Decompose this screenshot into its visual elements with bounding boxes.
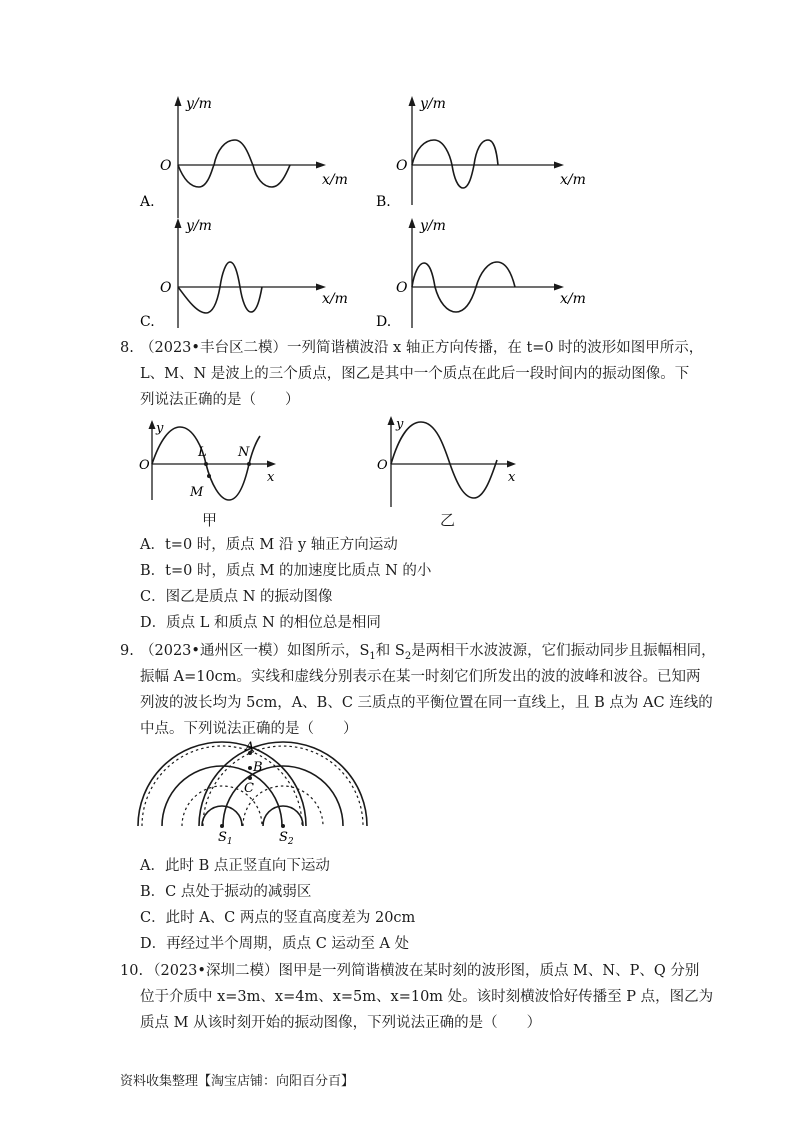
q8-option-c: C．图乙是质点 N 的振动图像 [140, 589, 333, 605]
point-b-dot [248, 766, 252, 770]
x-axis-arrow [267, 461, 276, 468]
source-s2-dot [281, 824, 285, 828]
q9-option-d: D．再经过半个周期，质点 C 运动至 A 处 [140, 936, 410, 952]
point-n [247, 462, 251, 466]
point-l [204, 462, 208, 466]
y-axis-arrow [175, 218, 182, 228]
origin-label: O [160, 158, 172, 174]
x-axis-arrow [554, 284, 564, 291]
q7-option-b-label: B. [376, 194, 391, 210]
q9-stem-line-4: 中点。下列说法正确的是（ ） [140, 721, 358, 737]
y-axis-label: y/m [186, 218, 212, 234]
y-axis-label: y/m [186, 96, 212, 112]
label-b: B [253, 760, 263, 775]
origin-label: O [396, 280, 408, 296]
y-axis-label: y/m [420, 96, 446, 112]
x-axis-arrow [507, 461, 516, 468]
x-axis-arrow [316, 284, 326, 291]
q9-interference-figure [0, 740, 800, 850]
y-axis-arrow [175, 96, 182, 106]
origin-label: O [377, 458, 388, 473]
q8-stem-line-2: L、M、N 是波上的三个质点，图乙是其中一个质点在此后一段时间内的振动图像。下 [140, 366, 690, 382]
q7-option-c-label: C. [140, 314, 155, 330]
q8-stem-line-3: 列说法正确的是（ ） [140, 392, 300, 408]
origin-label: O [396, 158, 408, 174]
q8-caption-jia: 甲 [202, 511, 218, 529]
label-a: A [245, 740, 255, 755]
origin-label: O [139, 458, 150, 473]
q9-number: 9. [120, 643, 134, 659]
q8-option-a: A．t=0 时，质点 M 沿 y 轴正方向运动 [140, 537, 398, 553]
y-axis-label: y [396, 417, 404, 432]
q9-option-b: B．C 点处于振动的减弱区 [140, 884, 312, 900]
q8-number: 8. [120, 340, 134, 356]
q7-option-a-label: A. [140, 194, 155, 210]
label-c: C [244, 781, 254, 796]
source-s2-waves [199, 742, 367, 826]
label-m: M [190, 485, 204, 500]
q9-option-a: A．此时 B 点正竖直向下运动 [140, 858, 330, 874]
x-axis-label: x [267, 470, 275, 485]
q7-option-d-label: D. [376, 314, 392, 330]
y-axis-label: y/m [420, 218, 446, 234]
q8-stem-line-1: （2023•丰台区二模）一列简谐横波沿 x 轴正方向传播，在 t=0 时的波形如图甲所示， [140, 340, 704, 356]
origin-label: O [160, 280, 172, 296]
q8-caption-yi: 乙 [440, 511, 456, 529]
x-axis-label: x [508, 470, 516, 485]
y-axis-arrow [409, 218, 416, 228]
y-axis-arrow [149, 420, 156, 429]
q7-option-graphs [0, 0, 800, 340]
y-axis-arrow [388, 416, 395, 425]
source-s1-dot [220, 824, 224, 828]
q10-number: 10. [120, 963, 144, 979]
q7-graph-b [376, 96, 586, 210]
q8-figures [0, 412, 800, 542]
vibration-curve [391, 422, 497, 498]
label-s2: $S_2$ [279, 830, 294, 847]
label-n: N [238, 445, 250, 460]
q8-option-d: D．质点 L 和质点 N 的相位总是相同 [140, 615, 381, 631]
crest-circle [202, 806, 242, 826]
x-axis-label: x/m [322, 291, 348, 307]
q8-figure-jia [139, 420, 276, 500]
q7-graph-c [140, 218, 348, 330]
q10-stem-line-3: 质点 M 从该时刻开始的振动图像，下列说法正确的是（ ） [140, 1015, 542, 1031]
source-s1-waves [138, 742, 306, 826]
label-l: L [198, 445, 207, 460]
page-footer: 资料收集整理【淘宝店铺：向阳百分百】 [120, 1074, 355, 1089]
q9-stem-line-3: 列波的波长均为 5cm，A、B、C 三质点的平衡位置在同一直线上，且 B 点为 AC 连线的 [140, 695, 713, 711]
x-axis-label: x/m [560, 172, 586, 188]
crest-circle [223, 766, 343, 826]
x-axis-label: x/m [560, 291, 586, 307]
x-axis-arrow [554, 162, 564, 169]
crest-circle [263, 806, 303, 826]
q9-option-c: C．此时 A、C 两点的竖直高度差为 20cm [140, 910, 416, 926]
q9-stem-line-2: 振幅 A=10cm。实线和虚线分别表示在某一时刻它们所发出的波的波峰和波谷。已知两 [140, 669, 701, 685]
wave-curve [178, 140, 290, 187]
y-axis-label: y [156, 421, 164, 436]
label-s1: $S_1$ [218, 830, 233, 847]
q7-graph-a [139, 96, 348, 218]
q8-option-b: B．t=0 时，质点 M 的加速度比质点 N 的小 [140, 563, 432, 579]
x-axis-label: x/m [322, 172, 348, 188]
q10-stem-line-2: 位于介质中 x=3m、x=4m、x=5m、x=10m 处。该时刻横波恰好传播至 P 点，图乙为 [140, 989, 714, 1005]
point-c-dot [248, 776, 252, 780]
q9-stem-line-1: （2023•通州区一模）如图所示，$S_1$和 $S_2$是两相干水波波源，它们振动同步且振幅相同， [140, 643, 716, 662]
q7-graph-d [376, 218, 586, 330]
x-axis-arrow [316, 162, 326, 169]
q8-figure-yi [377, 416, 516, 507]
y-axis-arrow [409, 96, 416, 106]
wave-curve [412, 140, 498, 188]
point-m [207, 474, 211, 478]
q10-stem-line-1: （2023•深圳二模）图甲是一列简谐横波在某时刻的波形图，质点 M、N、P、Q 分别 [146, 963, 700, 979]
